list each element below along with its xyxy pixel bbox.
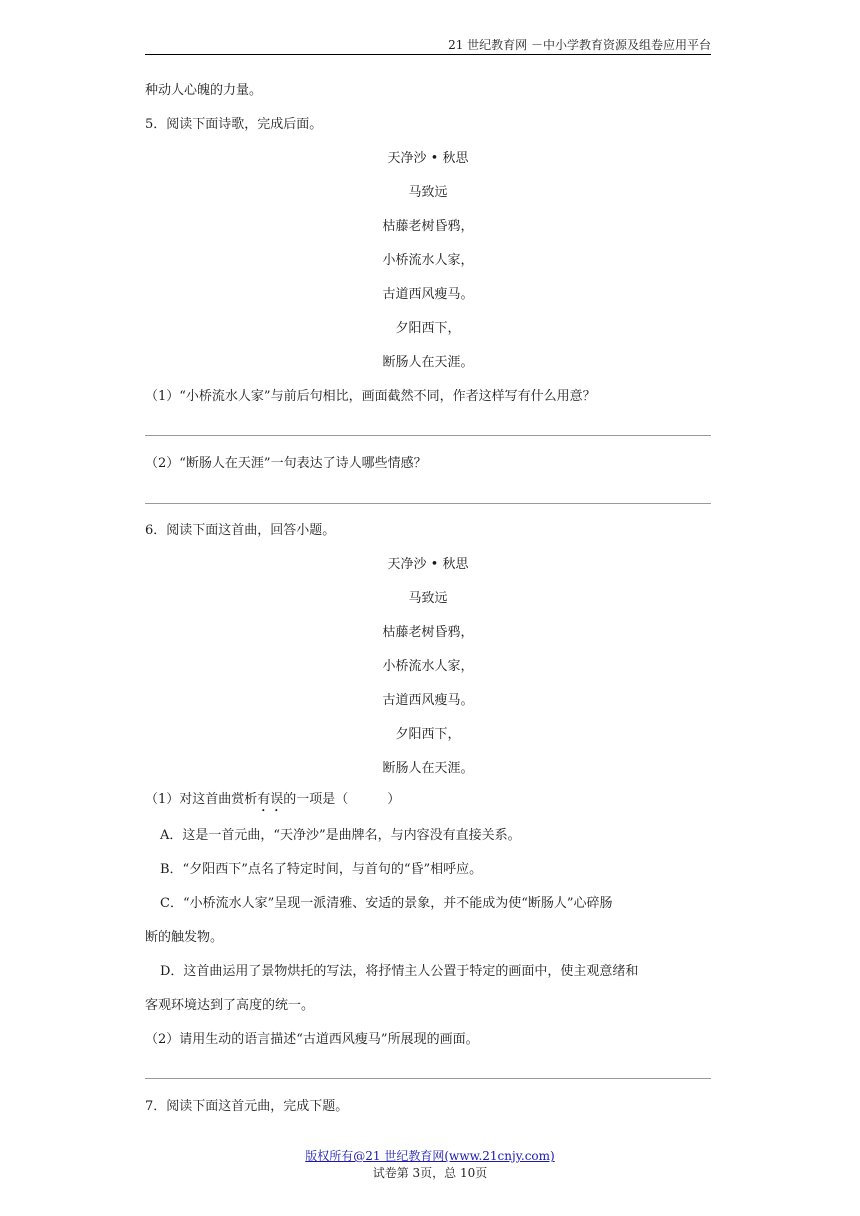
q6-option-a[interactable]: A．这是一首元曲，“天净沙”是曲牌名，与内容没有直接关系。 bbox=[160, 828, 521, 843]
footer-copyright-link[interactable]: 版权所有@21 世纪教育网(www.21cnjy.com) bbox=[305, 1149, 555, 1163]
q6-option-d-cont: 客观环境达到了高度的统一。 bbox=[145, 998, 315, 1013]
q6-prompt: 6．阅读下面这首曲，回答小题。 bbox=[145, 523, 336, 538]
q5-poem-line: 小桥流水人家， bbox=[382, 253, 474, 268]
q6-option-c-cont: 断的触发物。 bbox=[145, 930, 224, 945]
q5-poem-line: 枯藤老树昏鸦， bbox=[382, 219, 474, 234]
q5-answer-line[interactable] bbox=[145, 503, 711, 504]
q5-poem-author: 马致远 bbox=[408, 185, 448, 200]
q6-sub1-emphasis: 有误 bbox=[257, 792, 284, 807]
q5-sub1: （1）“小桥流水人家”与前后句相比，画面截然不同，作者这样写有什么用意？ bbox=[145, 389, 596, 404]
page-header: 21 世纪教育网 －中小学教育资源及组卷应用平台 bbox=[448, 38, 711, 52]
q5-poem-line: 古道西风瘦马。 bbox=[382, 287, 474, 302]
q5-sub2: （2）“断肠人在天涯”一句表达了诗人哪些情感？ bbox=[145, 456, 427, 471]
header-rule bbox=[145, 54, 711, 55]
q6-sub1-post: 的一项是（ ） bbox=[283, 792, 401, 807]
q5-answer-line[interactable] bbox=[145, 435, 711, 436]
q6-poem-line: 小桥流水人家， bbox=[382, 659, 474, 674]
q6-sub2: （2）请用生动的语言描述“古道西风瘦马”所展现的画面。 bbox=[145, 1032, 479, 1047]
q6-poem-line: 断肠人在天涯。 bbox=[382, 761, 474, 776]
q6-option-b[interactable]: B．“夕阳西下”点名了特定时间，与首句的“昏”相呼应。 bbox=[160, 862, 483, 877]
q6-poem-line: 枯藤老树昏鸦， bbox=[382, 625, 474, 640]
q5-poem-title: 天净沙 • 秋思 bbox=[387, 151, 469, 166]
intro-line: 种动人心魄的力量。 bbox=[145, 83, 263, 98]
q6-sub1 bbox=[145, 791, 400, 815]
q6-poem-line: 夕阳西下， bbox=[395, 727, 461, 742]
q6-option-d[interactable]: D．这首曲运用了景物烘托的写法，将抒情主人公置于特定的画面中，使主观意绪和 bbox=[160, 964, 639, 979]
q5-poem-line: 断肠人在天涯。 bbox=[382, 355, 474, 370]
q6-answer-line[interactable] bbox=[145, 1078, 711, 1079]
q6-poem-line: 古道西风瘦马。 bbox=[382, 693, 474, 708]
q6-poem-title: 天净沙 • 秋思 bbox=[387, 557, 469, 572]
q7-prompt: 7．阅读下面这首元曲，完成下题。 bbox=[145, 1099, 349, 1114]
q5-prompt: 5．阅读下面诗歌，完成后面。 bbox=[145, 117, 323, 132]
q6-sub1-pre: （1）对这首曲赏析 bbox=[145, 792, 258, 807]
q5-poem-line: 夕阳西下， bbox=[395, 321, 461, 336]
q6-option-c[interactable]: C．“小桥流水人家”呈现一派清雅、安适的景象，并不能成为使“断肠人”心碎肠 bbox=[160, 896, 613, 911]
q6-poem-author: 马致远 bbox=[408, 591, 448, 606]
footer-page-number: 试卷第 3页，总 10页 bbox=[372, 1166, 488, 1180]
